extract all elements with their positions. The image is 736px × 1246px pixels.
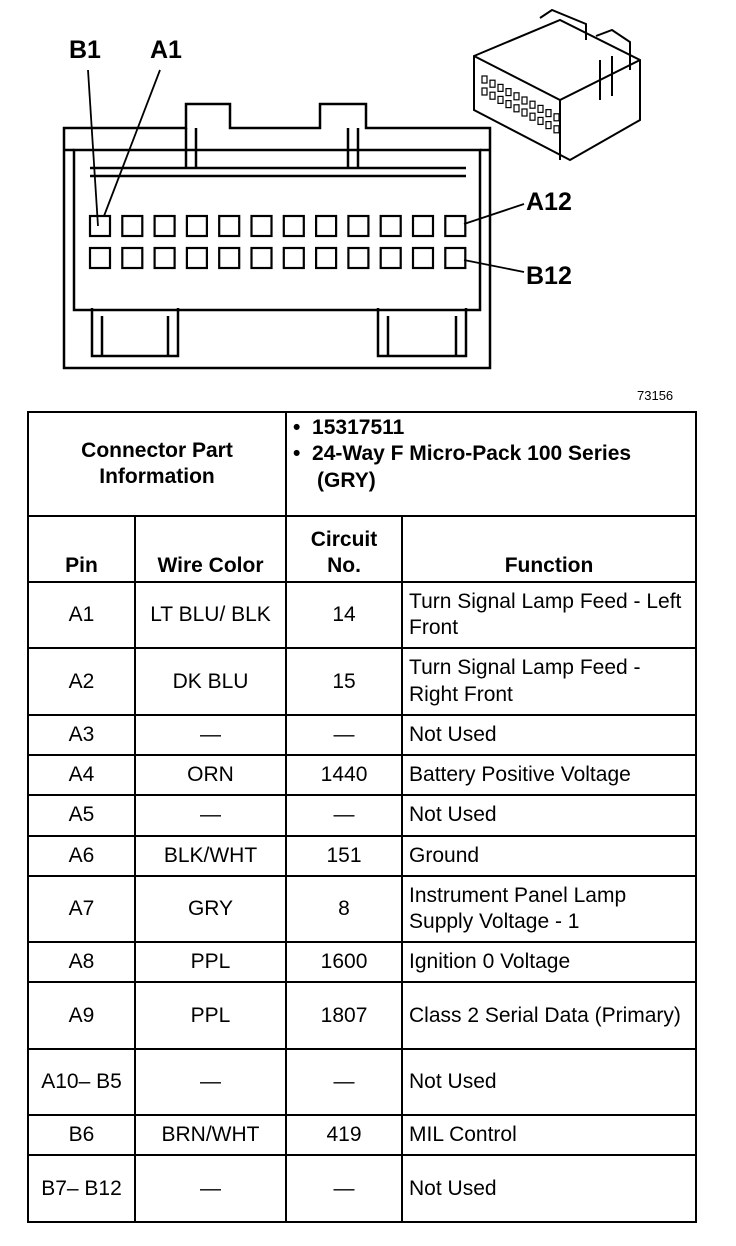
pin-cavity xyxy=(284,248,304,268)
circuit-cell: — xyxy=(286,715,402,755)
circuit-cell: — xyxy=(286,795,402,835)
pin-cavity xyxy=(413,248,433,268)
pin-cell: A6 xyxy=(28,836,135,876)
iso-pin-cavity xyxy=(514,105,519,112)
header-wire-color: Wire Color xyxy=(135,516,286,582)
wire-color-cell: BLK/WHT xyxy=(135,836,286,876)
wire-color-cell: GRY xyxy=(135,876,286,942)
pin-cell: A10– B5 xyxy=(28,1049,135,1115)
function-cell: Class 2 Serial Data (Primary) xyxy=(402,982,696,1048)
header-pin: Pin xyxy=(28,516,135,582)
table-row xyxy=(28,876,696,942)
connector-info-label: Connector Part Information xyxy=(28,412,286,516)
pin-cavity xyxy=(445,216,465,236)
function-cell: Not Used xyxy=(402,1155,696,1222)
pin-cavity xyxy=(187,248,207,268)
pin-cavity xyxy=(90,248,110,268)
iso-pin-cavity xyxy=(546,110,551,117)
function-cell: MIL Control xyxy=(402,1115,696,1155)
pin-cavity xyxy=(284,216,304,236)
function-cell: Not Used xyxy=(402,795,696,835)
wire-color-cell: — xyxy=(135,715,286,755)
info-item-description: • 24-Way F Micro-Pack 100 Series (GRY) xyxy=(293,442,632,492)
pin-cell: A8 xyxy=(28,942,135,982)
connector-diagram xyxy=(0,0,736,410)
wire-color-cell: — xyxy=(135,1049,286,1115)
pinout-table xyxy=(27,411,697,1223)
table-row xyxy=(28,715,696,755)
info-item-part-number: • 15317511 xyxy=(293,416,405,439)
iso-pin-cavity xyxy=(554,114,559,121)
iso-pin-cavity xyxy=(554,126,559,133)
iso-pin-cavity xyxy=(490,92,495,99)
figure-number: 73156 xyxy=(637,388,674,403)
pin-cavity xyxy=(348,216,368,236)
label-a1: A1 xyxy=(150,36,182,64)
table-row xyxy=(28,1115,696,1155)
table-row xyxy=(28,648,696,714)
iso-pin-cavity xyxy=(522,97,527,104)
pin-cell: B6 xyxy=(28,1115,135,1155)
iso-pin-cavity xyxy=(538,117,543,124)
table-row xyxy=(28,1049,696,1115)
pin-cavity xyxy=(90,216,110,236)
iso-pin-cavity xyxy=(514,93,519,100)
connector-info-values xyxy=(286,412,696,516)
pin-cavity xyxy=(413,216,433,236)
pin-cavity xyxy=(316,248,336,268)
function-cell: Battery Positive Voltage xyxy=(402,755,696,795)
circuit-cell: 1600 xyxy=(286,942,402,982)
wire-color-cell: PPL xyxy=(135,942,286,982)
circuit-cell: 1807 xyxy=(286,982,402,1048)
pin-cavity xyxy=(155,248,175,268)
function-cell: Instrument Panel Lamp Supply Voltage - 1 xyxy=(402,876,696,942)
pin-cavity xyxy=(348,248,368,268)
pin-cavity xyxy=(445,248,465,268)
pin-cell: A7 xyxy=(28,876,135,942)
label-b12: B12 xyxy=(526,262,572,290)
pin-cell: A9 xyxy=(28,982,135,1048)
iso-pin-cavity xyxy=(538,105,543,112)
function-cell: Turn Signal Lamp Feed - Left Front xyxy=(402,582,696,648)
iso-pin-cavity xyxy=(490,80,495,87)
iso-pin-cavity xyxy=(506,89,511,96)
circuit-cell: 419 xyxy=(286,1115,402,1155)
iso-pin-cavity xyxy=(506,101,511,108)
table-row xyxy=(28,942,696,982)
function-cell: Not Used xyxy=(402,715,696,755)
wire-color-cell: — xyxy=(135,1155,286,1222)
pin-cell: A5 xyxy=(28,795,135,835)
pin-cell: B7– B12 xyxy=(28,1155,135,1222)
iso-pin-cavity xyxy=(482,88,487,95)
header-function: Function xyxy=(402,516,696,582)
circuit-cell: — xyxy=(286,1155,402,1222)
wire-color-cell: ORN xyxy=(135,755,286,795)
function-cell: Turn Signal Lamp Feed - Right Front xyxy=(402,648,696,714)
pin-cell: A1 xyxy=(28,582,135,648)
pin-cell: A3 xyxy=(28,715,135,755)
wire-color-cell: DK BLU xyxy=(135,648,286,714)
table-row xyxy=(28,982,696,1048)
iso-pin-cavity xyxy=(530,113,535,120)
header-circuit: Circuit No. xyxy=(286,516,402,582)
wire-color-cell: — xyxy=(135,795,286,835)
function-cell: Ground xyxy=(402,836,696,876)
pin-cavity xyxy=(187,216,207,236)
circuit-cell: 8 xyxy=(286,876,402,942)
pin-cavity xyxy=(381,216,401,236)
wire-color-cell: BRN/WHT xyxy=(135,1115,286,1155)
pin-cavity xyxy=(219,216,239,236)
function-cell: Not Used xyxy=(402,1049,696,1115)
connector-info-row xyxy=(28,412,696,516)
wire-color-cell: PPL xyxy=(135,982,286,1048)
pin-cavity xyxy=(252,248,272,268)
pin-cavity xyxy=(316,216,336,236)
circuit-cell: 15 xyxy=(286,648,402,714)
iso-pin-cavity xyxy=(498,96,503,103)
pin-cavity xyxy=(219,248,239,268)
circuit-cell: 1440 xyxy=(286,755,402,795)
table-row xyxy=(28,1155,696,1222)
iso-pin-cavity xyxy=(498,84,503,91)
header-row xyxy=(28,516,696,582)
iso-pin-cavity xyxy=(546,122,551,129)
function-cell: Ignition 0 Voltage xyxy=(402,942,696,982)
iso-pin-cavity xyxy=(482,76,487,83)
pin-cavity xyxy=(122,216,142,236)
pin-cell: A4 xyxy=(28,755,135,795)
circuit-cell: 151 xyxy=(286,836,402,876)
iso-pin-cavity xyxy=(530,101,535,108)
connector-face-drawing xyxy=(0,0,736,410)
wire-color-cell: LT BLU/ BLK xyxy=(135,582,286,648)
circuit-cell: — xyxy=(286,1049,402,1115)
circuit-cell: 14 xyxy=(286,582,402,648)
pin-cell: A2 xyxy=(28,648,135,714)
pin-cavity xyxy=(122,248,142,268)
table-row xyxy=(28,582,696,648)
table-row xyxy=(28,836,696,876)
label-a12: A12 xyxy=(526,188,572,216)
table-row xyxy=(28,795,696,835)
pin-cavity xyxy=(252,216,272,236)
pin-cavity xyxy=(155,216,175,236)
pin-cavity xyxy=(381,248,401,268)
iso-pin-cavity xyxy=(522,109,527,116)
label-b1: B1 xyxy=(69,36,101,64)
table-row xyxy=(28,755,696,795)
